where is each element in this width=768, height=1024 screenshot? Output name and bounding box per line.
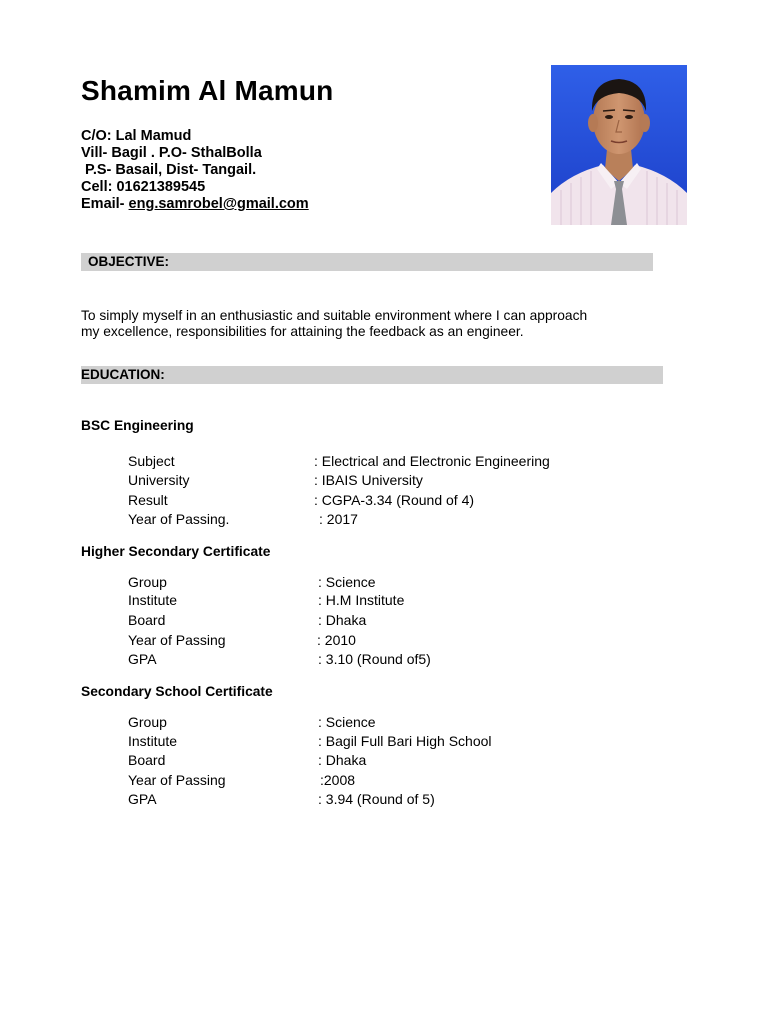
row-value: : Dhaka — [318, 752, 367, 768]
profile-photo — [551, 65, 687, 225]
row-label: Group — [128, 574, 167, 590]
row-label: Year of Passing. — [128, 511, 230, 527]
objective-line-2: my excellence, responsibilities for attaining the feedback as an engineer. — [81, 323, 524, 339]
row-label: Group — [128, 714, 167, 730]
row-label: Year of Passing — [128, 632, 226, 648]
row-label: Institute — [128, 592, 178, 608]
row-value: :2008 — [320, 772, 356, 788]
row-value: : Electrical and Electronic Engineering — [314, 453, 550, 469]
ssc-row — [128, 713, 376, 731]
row-value: : Science — [318, 714, 376, 730]
bsc-row — [128, 452, 550, 470]
row-value: : 3.10 (Round of5) — [318, 651, 431, 667]
row-value: : Science — [318, 574, 376, 590]
row-value: : 2017 — [319, 511, 358, 527]
row-value: : Bagil Full Bari High School — [318, 733, 492, 749]
email-link[interactable]: eng.samrobel@gmail.com — [128, 196, 309, 212]
hsc-row — [128, 650, 431, 668]
care-of-line: C/O: Lal Mamud — [81, 128, 192, 144]
bsc-title: BSC Engineering — [81, 418, 194, 433]
ssc-row — [128, 771, 356, 789]
bsc-row — [128, 491, 475, 509]
row-value: : 2010 — [317, 632, 356, 648]
row-label: GPA — [128, 651, 157, 667]
candidate-name: Shamim Al Mamun — [81, 75, 334, 106]
objective-heading: OBJECTIVE: — [81, 253, 653, 271]
hsc-row — [128, 611, 367, 629]
row-value: : Dhaka — [318, 612, 367, 628]
police-station-line: P.S- Basail, Dist- Tangail. — [81, 162, 257, 178]
row-label: Result — [128, 492, 168, 508]
bsc-row — [128, 471, 423, 489]
row-label: Board — [128, 752, 166, 768]
cell-line: Cell: 01621389545 — [81, 179, 206, 195]
bsc-row — [128, 510, 358, 528]
row-value: : H.M Institute — [318, 592, 405, 608]
email-line — [81, 196, 309, 213]
hsc-title: Higher Secondary Certificate — [81, 544, 271, 559]
ssc-title: Secondary School Certificate — [81, 684, 273, 699]
hsc-row — [128, 573, 376, 591]
contact-block — [81, 128, 309, 213]
row-value: : IBAIS University — [314, 472, 423, 488]
email-label: Email- — [81, 196, 129, 212]
education-heading: EDUCATION: — [81, 366, 663, 384]
row-label: GPA — [128, 791, 157, 807]
row-value: : 3.94 (Round of 5) — [318, 791, 435, 807]
row-value: : CGPA-3.34 (Round of 4) — [314, 492, 475, 508]
hsc-row — [128, 631, 356, 649]
objective-text — [81, 308, 641, 339]
ssc-row — [128, 732, 492, 750]
row-label: Board — [128, 612, 166, 628]
hsc-row — [128, 591, 405, 609]
ssc-row — [128, 790, 435, 808]
village-line: Vill- Bagil . P.O- SthalBolla — [81, 145, 262, 161]
row-label: Institute — [128, 733, 178, 749]
ssc-row — [128, 751, 367, 769]
objective-line-1: To simply myself in an enthusiastic and suitable environment where I can approach — [81, 308, 588, 323]
row-label: Year of Passing — [128, 772, 226, 788]
row-label: University — [128, 472, 190, 488]
row-label: Subject — [128, 453, 175, 469]
